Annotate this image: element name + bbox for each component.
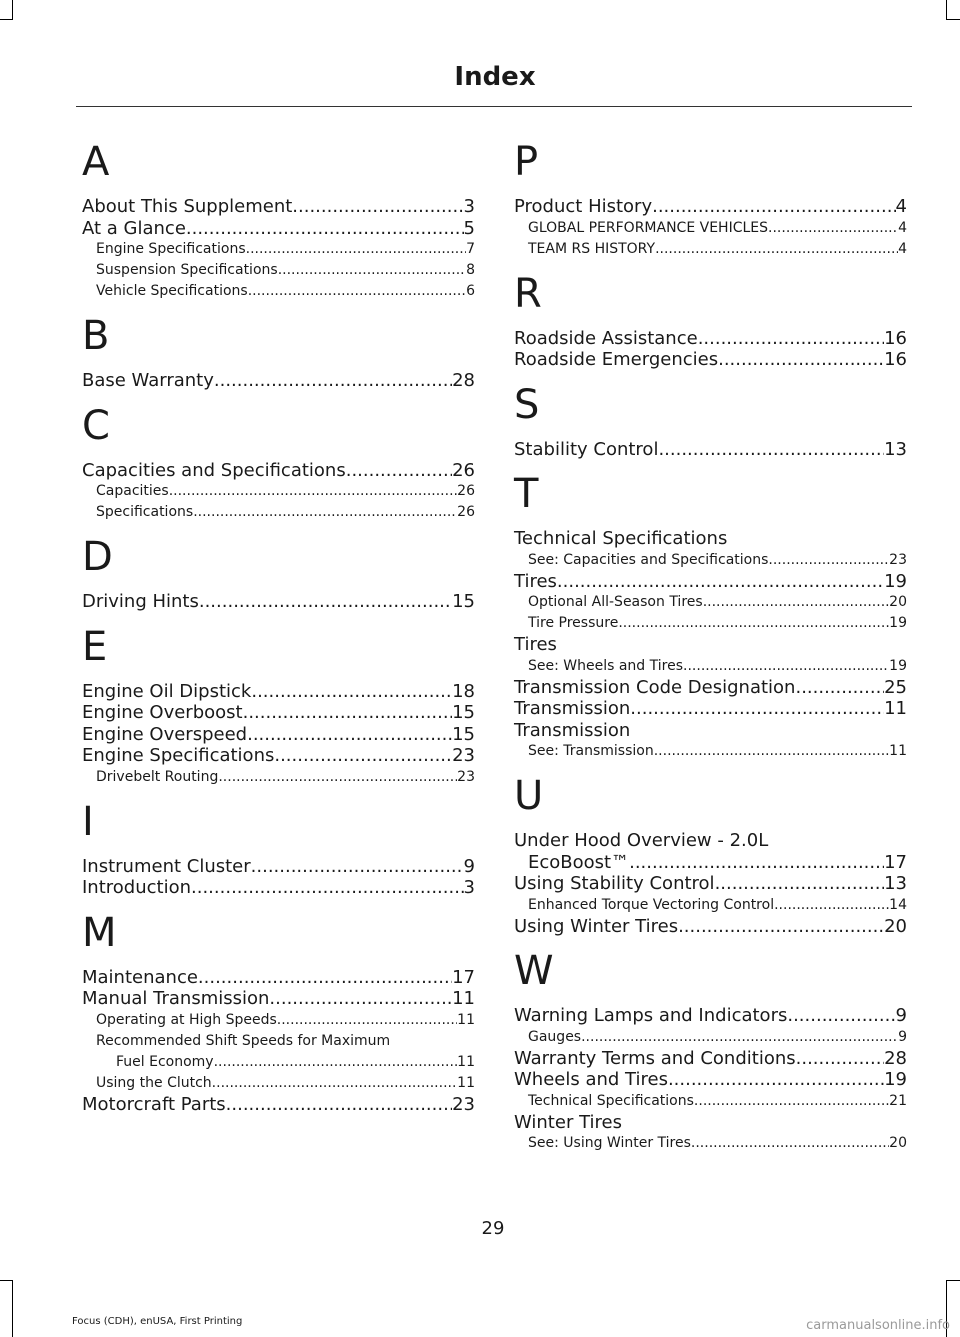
- index-page-number: 9: [895, 1005, 907, 1026]
- index-page-number: 21: [889, 1092, 907, 1109]
- index-entry[interactable]: [82, 681, 475, 703]
- leader-dots: [226, 1094, 452, 1116]
- index-page-number: 23: [889, 551, 907, 568]
- index-entry[interactable]: [514, 550, 907, 571]
- leader-dots: [212, 1073, 458, 1094]
- index-entry[interactable]: [82, 988, 475, 1010]
- index-entry-text: Instrument Cluster: [82, 855, 251, 877]
- index-entry[interactable]: [514, 528, 907, 550]
- index-page-number: 3: [463, 877, 475, 898]
- index-letter-heading: R: [514, 270, 542, 317]
- index-entry[interactable]: [514, 698, 907, 720]
- index-entry[interactable]: [82, 196, 475, 218]
- index-entry[interactable]: [514, 656, 907, 677]
- leader-dots: [581, 1027, 898, 1048]
- index-entry[interactable]: [514, 196, 907, 218]
- index-entry[interactable]: [514, 218, 907, 239]
- crop-mark: [0, 1280, 13, 1281]
- index-entry-text: Engine Specifications: [82, 745, 275, 766]
- leader-dots: [683, 656, 889, 677]
- index-entry[interactable]: [514, 1133, 907, 1154]
- index-entry-text: Under Hood Overview - 2.0L: [514, 830, 769, 851]
- leader-dots: [278, 260, 466, 281]
- index-entry-text: Using Stability Control: [514, 873, 715, 894]
- leader-dots: [768, 218, 898, 239]
- index-entry[interactable]: [82, 856, 475, 878]
- index-entry[interactable]: [514, 571, 907, 593]
- index-entry[interactable]: [514, 895, 907, 916]
- leader-dots: [218, 767, 457, 788]
- index-entry-text: Capacities and Specifications: [82, 459, 346, 481]
- index-letter-heading: E: [82, 623, 108, 670]
- index-page-number: 11: [884, 698, 907, 719]
- index-entry-text: Product History: [514, 196, 653, 217]
- index-page-number: 13: [884, 873, 907, 894]
- index-entry-text: Recommended Shift Speeds for Maximum: [96, 1032, 391, 1049]
- index-entry-text: Using Winter Tires: [514, 915, 679, 937]
- index-entry[interactable]: [514, 328, 907, 350]
- index-entry-text: Maintenance: [82, 966, 198, 988]
- index-page-number: 20: [889, 594, 907, 610]
- header-rule: [76, 106, 912, 107]
- leader-dots: [269, 988, 452, 1010]
- index-page-number: 11: [457, 1011, 475, 1028]
- leader-dots: [678, 916, 884, 938]
- index-page-number: 19: [884, 570, 907, 592]
- index-entry[interactable]: [82, 370, 475, 392]
- index-letter-heading: C: [82, 402, 110, 449]
- index-page-number: 14: [889, 896, 907, 913]
- index-page-number: 11: [452, 988, 475, 1009]
- index-entry[interactable]: [514, 1112, 907, 1134]
- index-letter-heading: P: [514, 139, 539, 185]
- index-page-number: 16: [884, 327, 907, 349]
- index-page-number: 25: [884, 676, 907, 698]
- index-page-number: 23: [452, 745, 475, 766]
- index-entry[interactable]: [514, 873, 907, 895]
- index-page-number: 13: [884, 438, 907, 460]
- index-page-number: 26: [457, 504, 475, 520]
- index-page-number: 11: [889, 743, 907, 759]
- index-entry-text: Operating at High Speeds: [96, 1011, 277, 1028]
- index-page-number: 16: [884, 349, 907, 370]
- crop-mark: [946, 1280, 960, 1281]
- leader-dots: [277, 1010, 457, 1031]
- leader-dots: [243, 702, 453, 724]
- document-info: Focus (CDH), enUSA, First Printing: [72, 1316, 243, 1327]
- index-entry-text: TEAM RS HISTORY: [528, 240, 656, 257]
- leader-dots: [198, 967, 452, 989]
- watermark: carmanualsonline.info: [806, 1318, 950, 1333]
- index-page-number: 23: [457, 768, 475, 785]
- index-page-number: 3: [463, 196, 475, 217]
- index-letter-heading: S: [514, 381, 540, 428]
- index-entry-text: Engine Overspeed: [82, 723, 248, 745]
- index-entry-text: Tire Pressure: [528, 615, 619, 631]
- page-number: 29: [481, 1218, 505, 1239]
- index-entry-text: See: Using Winter Tires: [528, 1135, 691, 1151]
- index-page-number: 19: [889, 657, 907, 674]
- index-entry-text: Transmission Code Designation: [514, 676, 796, 698]
- leader-dots: [251, 856, 464, 878]
- index-page-number: 17: [884, 851, 907, 873]
- index-entry-text: Tires: [514, 634, 557, 655]
- index-page-number: 9: [463, 855, 475, 877]
- index-entry-text: Roadside Emergencies: [514, 349, 719, 370]
- index-entry-text: Vehicle Specifications: [96, 283, 248, 299]
- index-page-number: 17: [452, 966, 475, 988]
- index-entry-text: Warning Lamps and Indicators: [514, 1005, 788, 1026]
- index-entry-text: Base Warranty: [82, 370, 214, 391]
- leader-dots: [557, 571, 884, 593]
- index-entry-text: At a Glance: [82, 217, 186, 239]
- leader-dots: [796, 1048, 884, 1070]
- index-entry[interactable]: [514, 741, 907, 762]
- index-entry-text: Technical Specifications: [528, 1092, 694, 1109]
- leader-dots: [214, 1052, 458, 1073]
- index-page-number: 19: [884, 1069, 907, 1090]
- leader-dots: [191, 877, 464, 899]
- index-letter-heading: M: [82, 909, 117, 956]
- index-entry-text: Fuel Economy: [116, 1053, 214, 1070]
- index-entry-text: Optional All-Season Tires: [528, 594, 703, 610]
- leader-dots: [668, 1069, 884, 1091]
- index-entry-text: Driving Hints: [82, 591, 199, 612]
- index-entry[interactable]: [82, 767, 475, 788]
- leader-dots: [214, 370, 452, 392]
- index-entry[interactable]: [82, 1094, 475, 1116]
- index-entry[interactable]: [82, 218, 475, 240]
- leader-dots: [251, 681, 452, 703]
- index-page-number: 20: [889, 1135, 907, 1151]
- leader-dots: [715, 873, 885, 895]
- index-entry-text: Specifications: [96, 504, 194, 520]
- index-entry[interactable]: [514, 1027, 907, 1048]
- index-column-right: [514, 130, 907, 1154]
- index-entry[interactable]: [514, 916, 907, 938]
- index-letter-heading: A: [82, 139, 110, 185]
- index-entry-text: Wheels and Tires: [514, 1069, 668, 1090]
- index-entry[interactable]: [514, 1048, 907, 1070]
- index-entry[interactable]: [82, 724, 475, 746]
- index-page-number: 11: [457, 1053, 475, 1070]
- index-entry[interactable]: [514, 852, 907, 874]
- index-entry[interactable]: [514, 592, 907, 613]
- leader-dots: [691, 1133, 889, 1154]
- index-entry[interactable]: [514, 720, 907, 742]
- index-entry-text: See: Transmission: [528, 743, 654, 759]
- index-entry[interactable]: [82, 1073, 475, 1094]
- index-entry[interactable]: [514, 349, 907, 371]
- index-entry-text: Technical Specifications: [514, 528, 728, 549]
- leader-dots: [774, 895, 889, 916]
- index-entry-text: Capacities: [96, 483, 169, 499]
- index-page-number: 15: [452, 702, 475, 723]
- index-page-number: 9: [898, 1028, 907, 1045]
- index-letter-heading: U: [514, 773, 544, 819]
- index-page-number: 23: [452, 1093, 475, 1115]
- index-entry[interactable]: [514, 439, 907, 461]
- index-entry[interactable]: [82, 702, 475, 724]
- index-entry-text: Introduction: [82, 877, 192, 898]
- index-entry-text: Suspension Specifications: [96, 262, 278, 278]
- index-entry[interactable]: [82, 502, 475, 523]
- index-page-number: 4: [898, 240, 907, 257]
- index-entry[interactable]: [514, 1091, 907, 1112]
- index-page-number: 19: [889, 615, 907, 631]
- index-entry-text: Transmission: [514, 719, 631, 741]
- index-entry[interactable]: [82, 239, 475, 260]
- leader-dots: [247, 724, 452, 746]
- index-entry[interactable]: [514, 634, 907, 656]
- crop-mark: [12, 1280, 13, 1337]
- index-entry-text: Engine Specifications: [96, 241, 246, 257]
- index-entry-text: Using the Clutch: [96, 1074, 212, 1091]
- index-page-number: 15: [452, 723, 475, 745]
- index-entry[interactable]: [514, 677, 907, 699]
- index-page-number: 18: [452, 680, 475, 702]
- leader-dots: [703, 592, 889, 613]
- index-entry[interactable]: [82, 967, 475, 989]
- index-page-number: 26: [452, 459, 475, 481]
- leader-dots: [629, 852, 884, 874]
- index-entry[interactable]: [82, 481, 475, 502]
- index-entry-text: Gauges: [528, 1028, 582, 1045]
- index-entry-text: Warranty Terms and Conditions: [514, 1047, 796, 1069]
- leader-dots: [186, 218, 464, 240]
- index-entry[interactable]: [82, 1010, 475, 1031]
- index-entry-text: Manual Transmission: [82, 988, 270, 1009]
- index-entry[interactable]: [514, 239, 907, 260]
- index-entry-text: Transmission: [514, 698, 631, 719]
- index-entry-text: About This Supplement: [82, 196, 293, 217]
- leader-dots: [246, 239, 466, 260]
- index-letter-heading: I: [82, 798, 94, 845]
- index-page-number: 28: [884, 1047, 907, 1069]
- leader-dots: [694, 1091, 889, 1112]
- index-entry-text: GLOBAL PERFORMANCE VEHICLES: [528, 219, 769, 236]
- index-column-left: [82, 130, 475, 1115]
- index-entry-text: Roadside Assistance: [514, 327, 698, 349]
- index-page-number: 4: [895, 196, 907, 217]
- index-entry-text: Drivebelt Routing: [96, 768, 219, 785]
- crop-mark: [946, 0, 947, 20]
- index-entry[interactable]: [514, 1005, 907, 1027]
- index-page-number: 15: [452, 591, 475, 612]
- index-entry-text: Stability Control: [514, 438, 659, 460]
- index-letter-heading: T: [514, 471, 539, 517]
- index-page-number: 28: [452, 370, 475, 391]
- leader-dots: [618, 613, 889, 634]
- leader-dots: [169, 481, 457, 502]
- index-page-number: 4: [898, 219, 907, 236]
- leader-dots: [658, 439, 884, 461]
- leader-dots: [768, 550, 889, 571]
- crop-mark: [12, 0, 13, 20]
- index-letter-heading: B: [82, 313, 110, 359]
- index-entry-text: Tires: [514, 570, 557, 592]
- index-entry[interactable]: [82, 1052, 475, 1073]
- index-page-number: 6: [466, 283, 475, 299]
- page-title: Index: [454, 62, 536, 92]
- index-entry-text: See: Capacities and Specifications: [528, 551, 769, 568]
- index-entry[interactable]: [82, 745, 475, 767]
- index-entry[interactable]: [514, 613, 907, 634]
- leader-dots: [193, 502, 457, 523]
- index-entry-text: Engine Oil Dipstick: [82, 680, 252, 702]
- crop-mark: [946, 19, 960, 20]
- index-entry-text: Motorcraft Parts: [82, 1093, 226, 1115]
- leader-dots: [655, 239, 898, 260]
- index-page-number: 20: [884, 915, 907, 937]
- index-entry-text: See: Wheels and Tires: [528, 657, 684, 674]
- leader-dots: [718, 349, 884, 371]
- index-entry-text: Enhanced Torque Vectoring Control: [528, 896, 775, 913]
- index-entry-text: Engine Overboost: [82, 702, 243, 723]
- leader-dots: [292, 196, 463, 218]
- crop-mark: [0, 19, 13, 20]
- index-letter-heading: D: [82, 534, 113, 580]
- leader-dots: [787, 1005, 895, 1027]
- leader-dots: [248, 281, 466, 302]
- index-page-number: 11: [457, 1074, 475, 1091]
- index-entry[interactable]: [82, 281, 475, 302]
- index-page-number: 5: [463, 217, 475, 239]
- index-entry[interactable]: [82, 260, 475, 281]
- index-entry[interactable]: [514, 1069, 907, 1091]
- leader-dots: [652, 196, 895, 218]
- index-entry-text: Winter Tires: [514, 1111, 622, 1133]
- leader-dots: [274, 745, 452, 767]
- leader-dots: [346, 460, 452, 482]
- index-entry[interactable]: [82, 591, 475, 613]
- index-letter-heading: W: [514, 948, 554, 994]
- leader-dots: [654, 741, 889, 762]
- index-entry[interactable]: [82, 460, 475, 482]
- index-page-number: 8: [466, 262, 475, 278]
- leader-dots: [795, 677, 884, 699]
- index-entry[interactable]: [82, 877, 475, 899]
- index-entry-text: EcoBoost™: [528, 851, 630, 873]
- leader-dots: [630, 698, 884, 720]
- index-page-number: 7: [466, 241, 475, 257]
- index-page-number: 26: [457, 483, 475, 499]
- leader-dots: [698, 328, 884, 350]
- leader-dots: [199, 591, 452, 613]
